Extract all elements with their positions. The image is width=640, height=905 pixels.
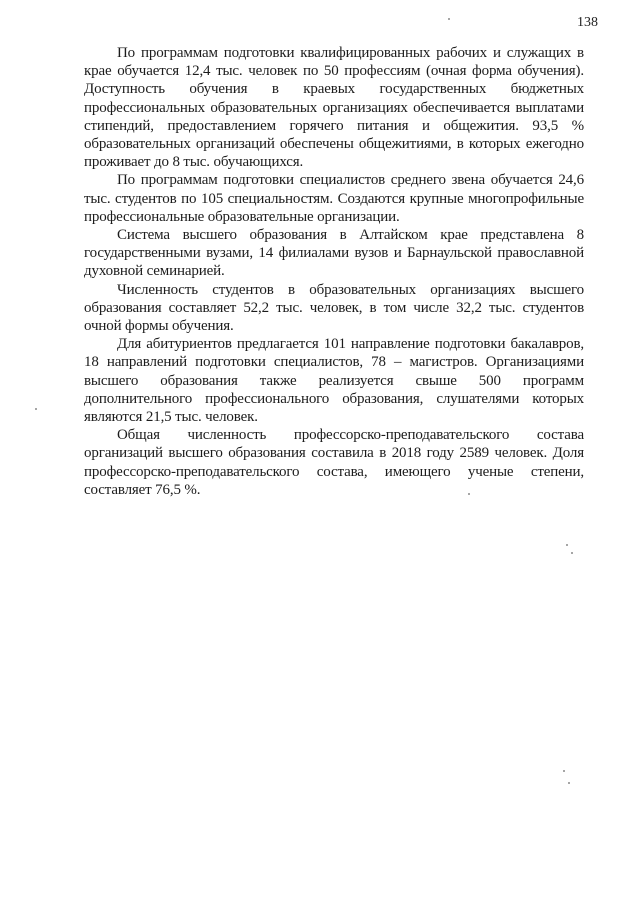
scan-speck bbox=[563, 770, 565, 772]
paragraph-vocational-training: По программам подготовки квалифицированных рабочих и служащих в крае обучается 12,4 тыс. человек по 50 профессиям (очная форма обучения). Доступность обучения в краевых государственных бюджетных профессиональных образовательных организациях обеспечивается выплатами стипендий, предоставлением горячего питания и общежития. 93,5 % образовательных организаций обеспечены общежитиями, в которых ежегодно проживает до 8 тыс. обучающихся. bbox=[84, 45, 584, 171]
scan-speck bbox=[568, 782, 570, 784]
scan-speck bbox=[35, 408, 37, 410]
scan-speck bbox=[468, 493, 470, 495]
page-number: 138 bbox=[577, 15, 598, 30]
paragraph-applicant-programs: Для абитуриентов предлагается 101 направление подготовки бакалавров, 18 направлений подготовки специалистов, 78 – магистров. Организациями высшего образования также реализуется свыше 500 программ дополнительного профессионального образования, слушателями которых являются 21,5 тыс. человек. bbox=[84, 336, 584, 426]
paragraph-higher-education-system: Система высшего образования в Алтайском крае представлена 8 государственными вузами, 14 филиалами вузов и Барнаульской православной духовной семинарией. bbox=[84, 227, 584, 280]
paragraph-student-numbers: Численность студентов в образовательных организациях высшего образования составляет 52,2 тыс. человек, в том числе 32,2 тыс. студентов очной формы обучения. bbox=[84, 281, 584, 335]
paragraph-teaching-staff: Общая численность профессорско-преподавательского состава организаций высшего образования составила в 2018 году 2589 человек. Доля профессорско-преподавательского состава, имеющего ученые степени, составляет 76,5 %. bbox=[84, 427, 584, 498]
scan-speck bbox=[566, 544, 568, 546]
document-body bbox=[84, 44, 584, 499]
scan-speck bbox=[448, 18, 450, 20]
paragraph-mid-level-specialists: По программам подготовки специалистов среднего звена обучается 24,6 тыс. студентов по 105 специальностям. Создаются крупные многопрофильные профессиональные образовательные организации. bbox=[84, 172, 584, 225]
scan-speck bbox=[571, 552, 573, 554]
